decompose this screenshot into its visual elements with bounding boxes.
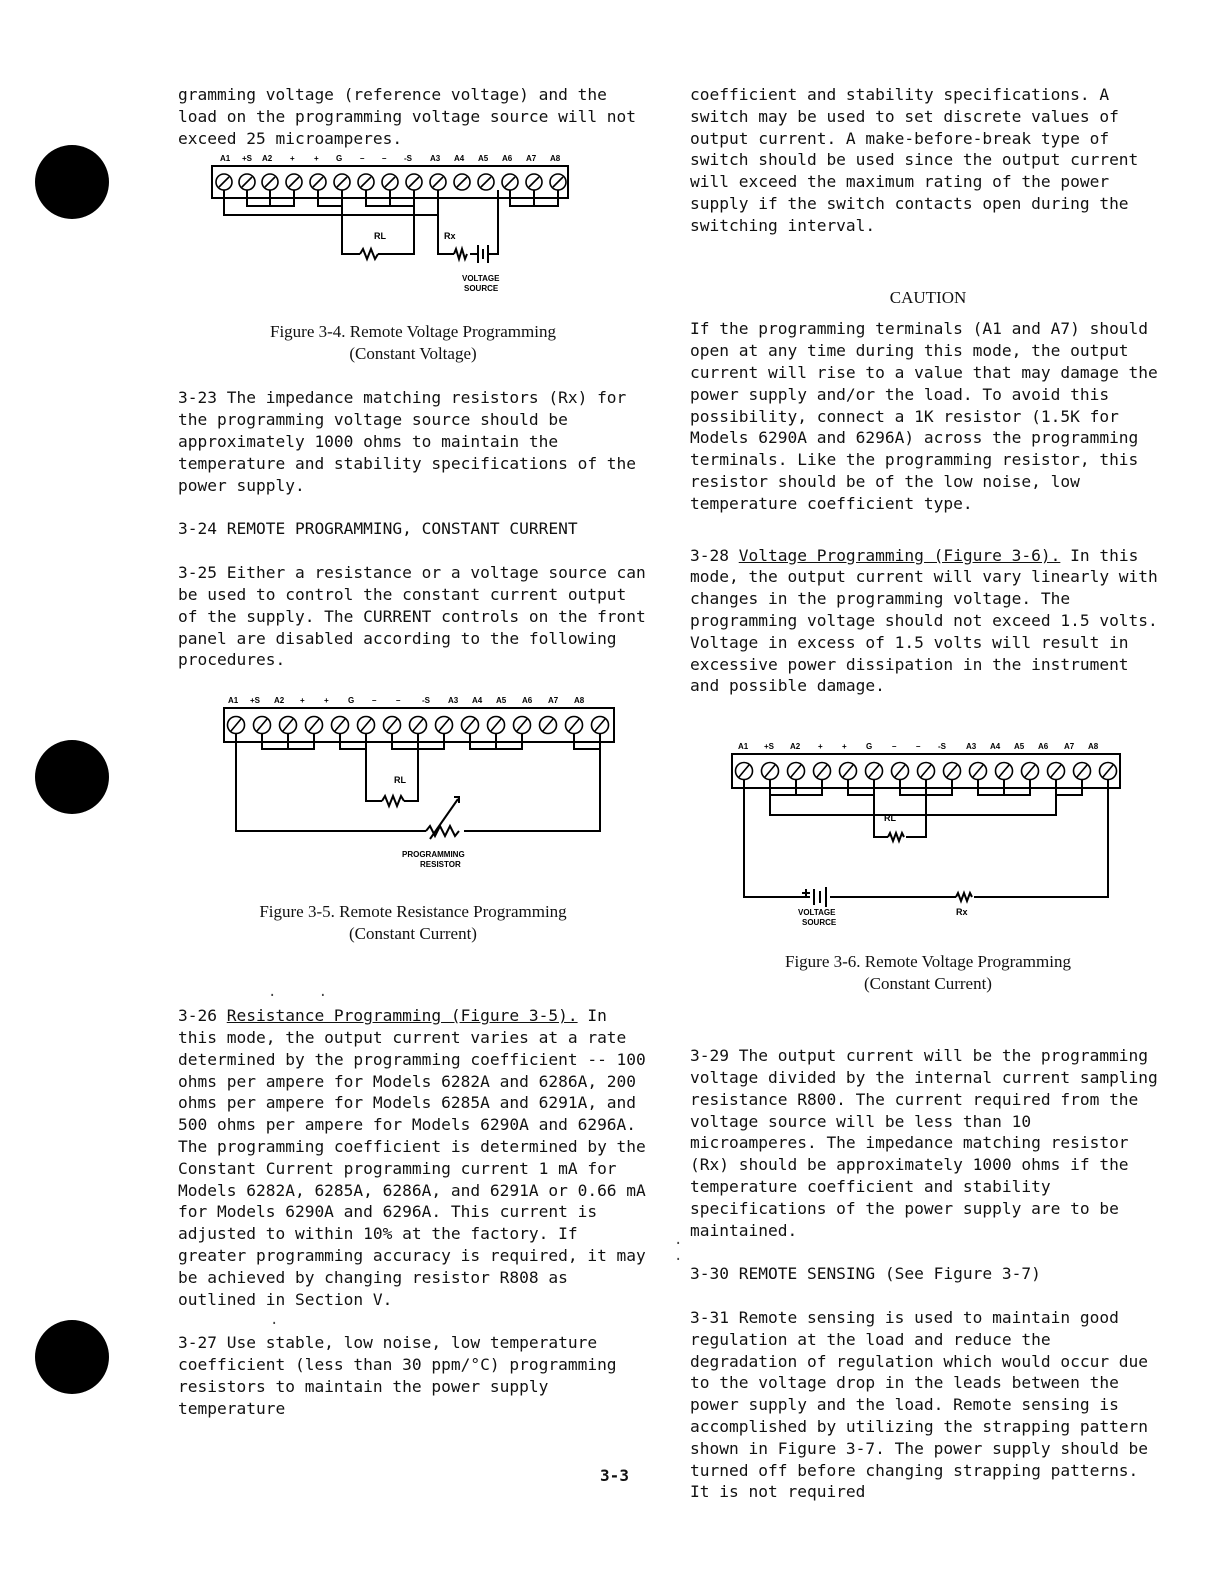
figure-3-4-caption-line-2: (Constant Voltage) [349, 344, 477, 364]
terminal-label: +S [764, 742, 775, 752]
terminal-label: + [290, 154, 295, 164]
scan-mark-dot: · [270, 1316, 279, 1332]
terminal-label: A8 [550, 154, 561, 164]
terminal-label: A5 [496, 696, 507, 706]
terminal-label: A6 [1038, 742, 1049, 752]
terminal-label: A3 [966, 742, 977, 752]
figure-3-6-caption-line-2: (Constant Current) [864, 974, 992, 994]
scan-dots: · · [674, 1236, 683, 1268]
terminal-label: -S [938, 742, 946, 752]
terminal-label: G [336, 154, 343, 164]
terminal-strip [212, 166, 568, 263]
terminal-strip [224, 708, 614, 839]
terminal-label: A6 [522, 696, 533, 706]
terminal-label: A3 [430, 154, 441, 164]
terminal-label: A1 [228, 696, 239, 706]
left-intro-paragraph: gramming voltage (reference voltage) and the load on the programming voltage source will not exceed 25 microamperes. [178, 85, 637, 148]
terminal-label: A7 [526, 154, 537, 164]
terminal-label: – [360, 154, 365, 164]
terminal-label: A1 [220, 154, 231, 164]
terminal-label: A3 [448, 696, 459, 706]
terminal-label: A7 [548, 696, 559, 706]
voltage-source-label-1: VOLTAGE [462, 274, 500, 284]
terminal-label: A7 [1064, 742, 1075, 752]
programming-resistor-label-2: RESISTOR [420, 860, 461, 870]
terminal-label: A4 [472, 696, 483, 706]
figure-3-6-diagram [690, 737, 1166, 927]
terminal-label: + [300, 696, 305, 706]
paragraph-3-29: 3-29 The output current will be the programming voltage divided by the internal current sampling resistance R800. The current required from the voltage source will be less than 10 microamperes. The impedance matching resistor (Rx) should be approximately 1000 ohms if the temperature coefficient and stability specifications of the power supply are to be maintained. [690, 1046, 1158, 1240]
figure-3-4-diagram [178, 149, 648, 299]
figure-3-4-caption-line-1: Figure 3-4. Remote Voltage Programming [270, 322, 556, 342]
voltage-source-label-2: SOURCE [464, 284, 499, 294]
terminal-label: A8 [1088, 742, 1099, 752]
caution-body: If the programming terminals (A1 and A7) should open at any time during this mode, the output current will rise to a value that may damage the power supply and/or the load. To avoid this possibility, connect a 1K resistor (1.5K for Models 6290A and 6296A) across the programming terminals. Like the programming resistor, this resistor should be of the low noise, low temperature coefficient type. [690, 319, 1158, 513]
terminal-label: +S [242, 154, 253, 164]
rl-label: RL [374, 231, 386, 242]
terminal-label: A5 [1014, 742, 1025, 752]
terminal-label: A8 [574, 696, 585, 706]
terminal-label: + [818, 742, 823, 752]
paragraph-3-28-body: In this mode, the output current will vary linearly with changes in the programming voltage. The programming voltage should not exceed 1.5 volts. Voltage in excess of 1.5 volts will result in excessive power dissipation in the instrument and possible damage. [690, 545, 1158, 696]
figure-3-5-diagram [178, 691, 648, 891]
terminal-label: A4 [990, 742, 1001, 752]
terminal-labels [738, 742, 1099, 751]
terminal-label: A1 [738, 742, 749, 752]
paragraph-3-31: 3-31 Remote sensing is used to maintain good regulation at the load and reduce the degradation of regulation which would occur due to the voltage drop in the leads between the power supply and the load. Remote sensing is accomplished by utilizing the strapping pattern shown in Figure 3-7. The power supply should be turned off before changing strapping patterns. It is not required [690, 1308, 1149, 1502]
paragraph-3-25: 3-25 Either a resistance or a voltage source can be used to control the constant current output of the supply. The CURRENT controls on the front panel are disabled according to the following procedures. [178, 563, 646, 670]
paragraph-3-26-body: In this mode, the output current varies at a rate determined by the programming coefficient -- 100 ohms per ampere for Models 6282A and 6286A, 200 ohms per ampere for Models 6285A and 6291A, and 500 ohms per ampere for Models 6290A and 6296A. The programming coefficient is determined by the Constant Current programming current 1 mA for Models 6282A, 6285A, 6286A, and 6291A or 0.66 mA for Models 6290A and 6296A. This current is adjusted to within 10% at the factory. If greater programming accuracy is required, it may be achieved by changing resistor R808 as outlined in Section V. [178, 1006, 646, 1309]
heading-3-24: 3-24 REMOTE PROGRAMMING, CONSTANT CURRENT [178, 519, 578, 539]
paragraph-3-23: 3-23 The impedance matching resistors (Rx) for the programming voltage source should be approximately 1000 ohms to maintain the temperature and stability specifications of the power supply. [178, 388, 637, 495]
caution-title: CAUTION [889, 287, 967, 307]
binder-hole-middle [35, 740, 109, 814]
paragraph-3-28-number: 3-28 [690, 545, 729, 565]
paragraph-3-28 [690, 545, 1166, 698]
terminal-label: G [348, 696, 355, 706]
paragraph-3-26-title: Resistance Programming (Figure 3-5). [226, 1006, 578, 1026]
terminal-label: -S [404, 154, 412, 164]
terminal-label: G [866, 742, 873, 752]
rl-label: RL [394, 775, 406, 786]
terminal-label: – [892, 742, 897, 752]
terminal-label: – [396, 696, 401, 706]
terminal-labels [220, 154, 561, 163]
terminal-label: +S [250, 696, 261, 706]
programming-resistor-label-1: PROGRAMMING [402, 850, 465, 860]
paragraph-3-28-title: Voltage Programming (Figure 3-6). [738, 545, 1061, 565]
terminal-label: + [314, 154, 319, 164]
terminal-label: A2 [274, 696, 285, 706]
terminal-label: – [382, 154, 387, 164]
rx-label: Rx [956, 907, 968, 918]
page-number: 3-3 [600, 1466, 629, 1485]
terminal-label: – [372, 696, 377, 706]
terminal-label: + [842, 742, 847, 752]
terminal-label: A5 [478, 154, 489, 164]
terminal-strip [732, 754, 1120, 907]
binder-hole-top [35, 145, 109, 219]
terminal-label: -S [422, 696, 430, 706]
terminal-label: A2 [262, 154, 273, 164]
figure-3-6-caption-line-1: Figure 3-6. Remote Voltage Programming [785, 952, 1071, 972]
left-column [178, 84, 648, 1420]
terminal-label: + [324, 696, 329, 706]
terminal-labels [228, 696, 585, 705]
heading-3-30: 3-30 REMOTE SENSING (See Figure 3-7) [690, 1264, 1041, 1284]
scan-mark-dot: · · [268, 988, 328, 1004]
voltage-source-label-1: VOLTAGE [798, 908, 836, 918]
binder-hole-bottom [35, 1320, 109, 1394]
terminal-label: – [916, 742, 921, 752]
right-intro-paragraph: coefficient and stability specifications. A switch may be used to set discrete values of output current. A make-before-break type of switch should be used since the output current will exceed the maximum rating of the power supply if the switch contacts open during the switching interval. [690, 85, 1139, 235]
voltage-source-label-2: SOURCE [802, 918, 837, 928]
rx-label: Rx [444, 231, 456, 242]
rl-label: RL [884, 813, 896, 824]
figure-3-5-caption-line-2: (Constant Current) [349, 924, 477, 944]
right-column [690, 84, 1166, 1503]
figure-3-5-caption-line-1: Figure 3-5. Remote Resistance Programming [259, 902, 567, 922]
terminal-label: A6 [502, 154, 513, 164]
paragraph-3-27: 3-27 Use stable, low noise, low temperature coefficient (less than 30 ppm/°C) programming resistors to maintain the power supply temperature [178, 1333, 617, 1418]
paragraph-3-26 [178, 1005, 648, 1310]
terminal-label: A2 [790, 742, 801, 752]
paragraph-3-26-number: 3-26 [178, 1006, 217, 1026]
terminal-label: A4 [454, 154, 465, 164]
